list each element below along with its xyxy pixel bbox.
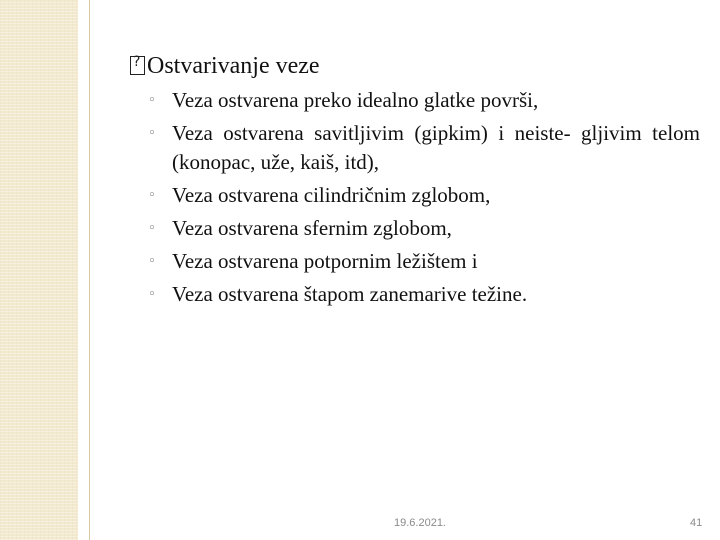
circle-bullet-icon: ◦	[148, 126, 156, 141]
list-item-text: Veza ostvarena potpornim ležištem i	[172, 249, 478, 273]
list-item-text: Veza ostvarena savitljivim (gipkim) i neiste- gljivim telom (konopac, uže, kaiš, itd),	[172, 121, 700, 174]
circle-bullet-icon: ◦	[148, 188, 156, 203]
circle-bullet-icon: ◦	[148, 287, 156, 302]
circle-bullet-icon: ◦	[148, 254, 156, 269]
decorative-vertical-rule	[89, 0, 90, 540]
list-item	[148, 280, 700, 309]
missing-glyph-box-icon	[130, 56, 145, 75]
slide-heading	[130, 52, 320, 81]
page-number: 41	[690, 517, 703, 529]
list-item	[148, 181, 700, 210]
bullet-list	[148, 86, 700, 313]
list-item-text: Veza ostvarena cilindričnim zglobom,	[172, 183, 491, 207]
decorative-side-band	[0, 0, 78, 540]
list-item-text: Veza ostvarena preko idealno glatke površi,	[172, 88, 539, 112]
list-item	[148, 214, 700, 243]
list-item	[148, 119, 700, 177]
circle-bullet-icon: ◦	[148, 93, 156, 108]
slide-heading-text: Ostvarivanje veze	[147, 53, 320, 79]
list-item-text: Veza ostvarena štapom zanemarive težine.	[172, 282, 528, 306]
list-item-text: Veza ostvarena sfernim zglobom,	[172, 216, 452, 240]
list-item	[148, 86, 700, 115]
footer-date: 19.6.2021.	[394, 517, 446, 529]
list-item	[148, 247, 700, 276]
circle-bullet-icon: ◦	[148, 221, 156, 236]
